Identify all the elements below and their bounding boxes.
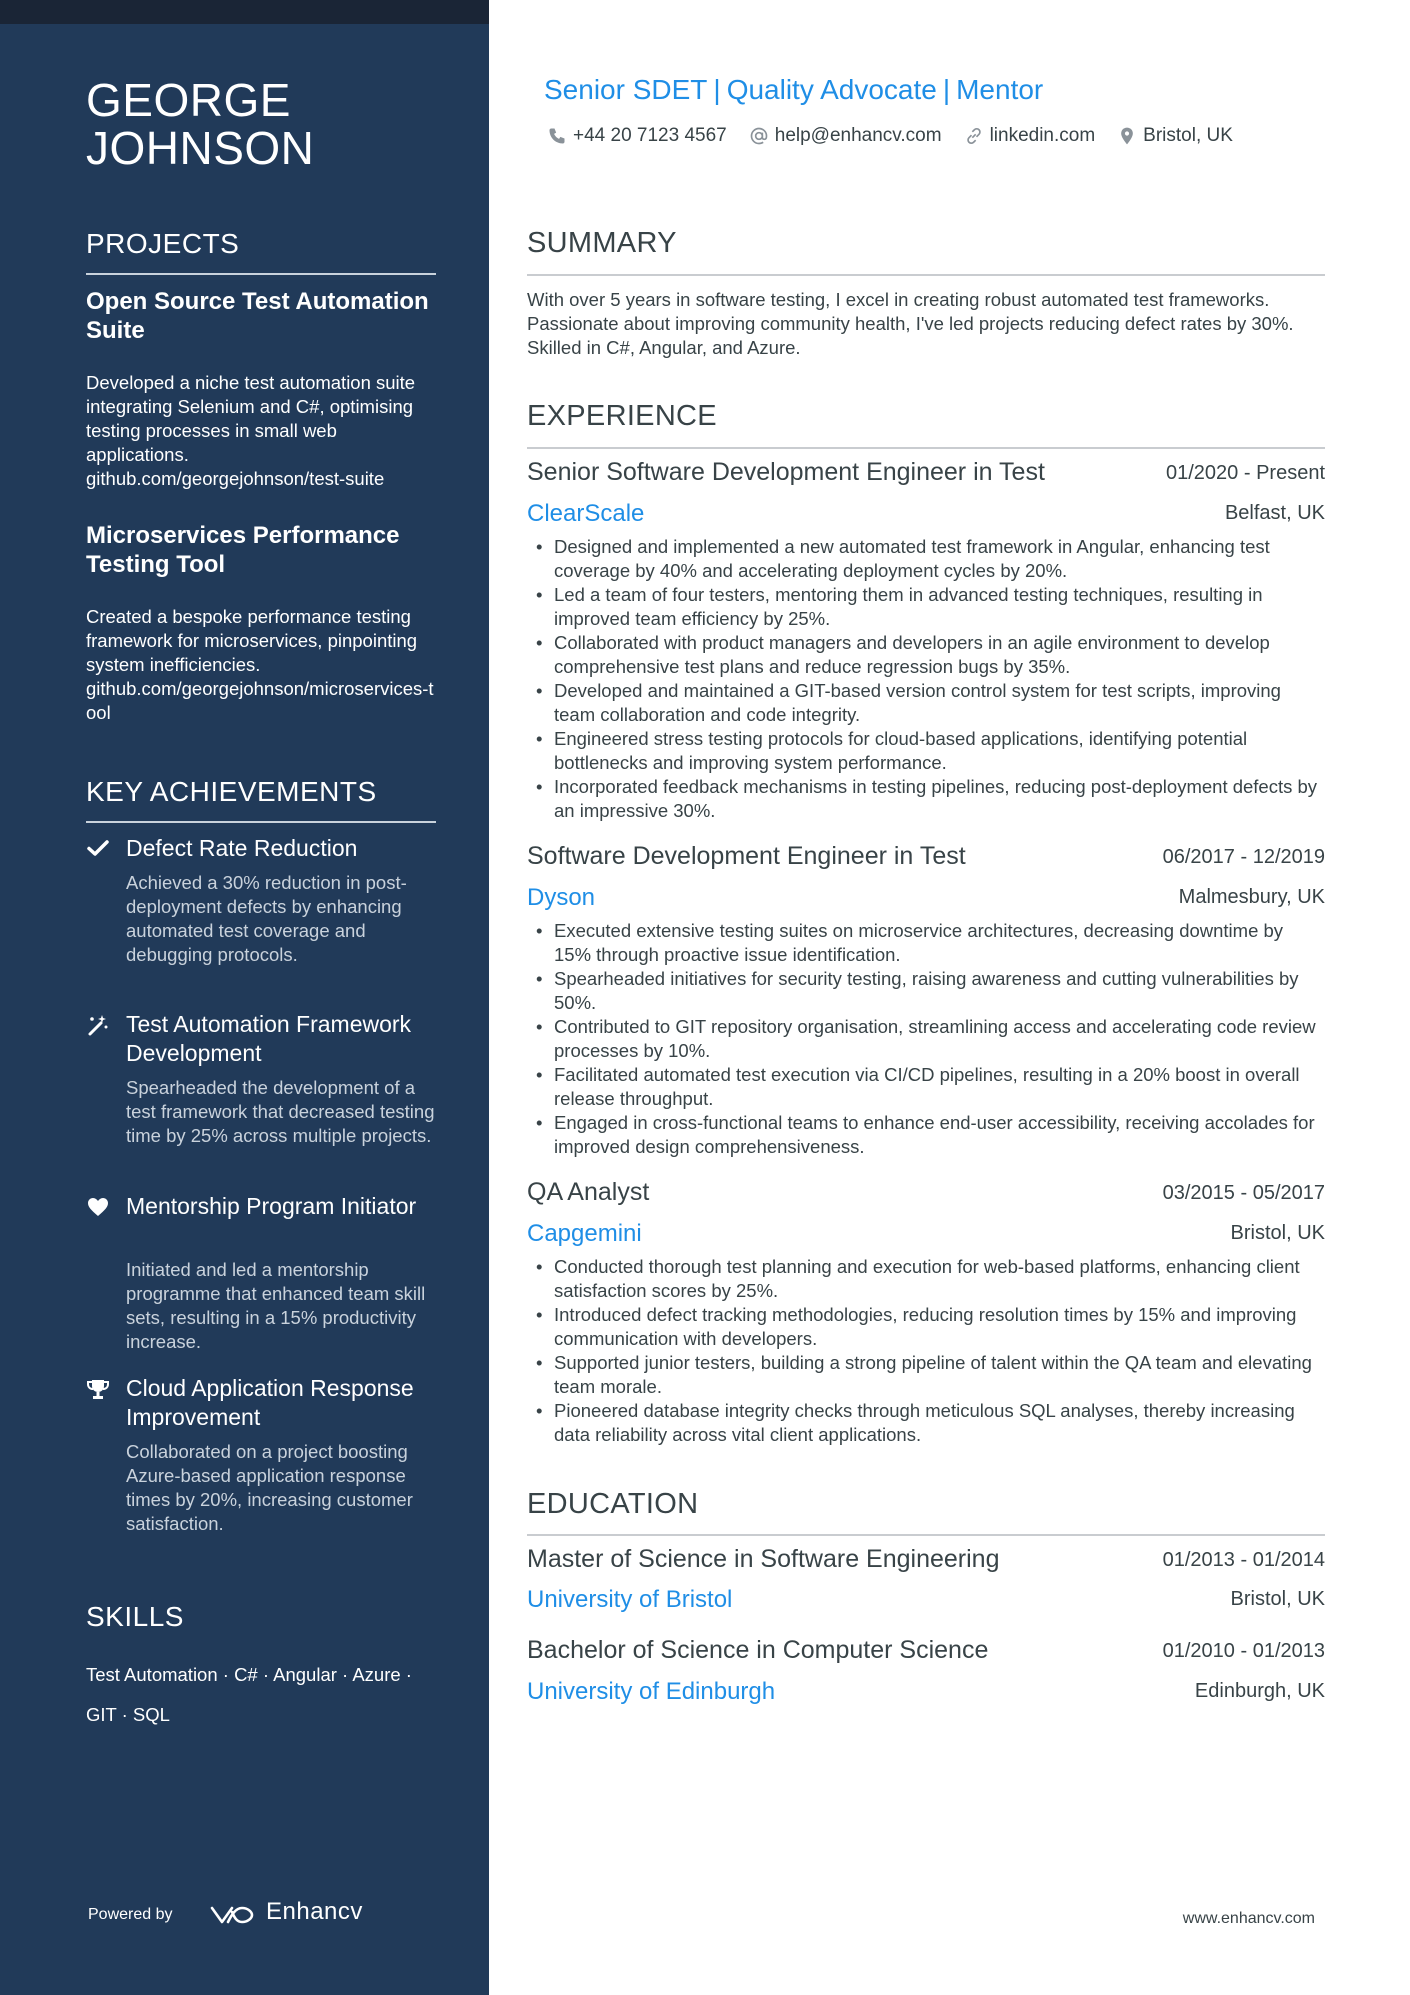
achievement-title: Test Automation Framework Development xyxy=(126,1011,412,1066)
project-description: Developed a niche test automation suite integrating Selenium and C#, optimising testing processes in small web applications. github.com/georgejohnson/test-suite xyxy=(86,371,436,491)
map-pin-icon xyxy=(1117,126,1137,146)
list-item: • Supported junior testers, building a strong pipeline of talent within the QA team and elevating team morale. xyxy=(527,1351,1325,1399)
job-bullets xyxy=(527,919,1325,1159)
link-icon xyxy=(964,126,984,146)
contact-linkedin[interactable]: linkedin.com xyxy=(964,125,1096,147)
job-title: Software Development Engineer in Test xyxy=(527,842,966,870)
achievements-heading: KEY ACHIEVEMENTS xyxy=(86,776,377,807)
job-company: ClearScale xyxy=(527,500,645,527)
project-description: Created a bespoke performance testing framework for microservices, pinpointing system inefficiencies. github.com/georgejohnson/microservices-tool xyxy=(86,605,436,725)
job-date: 01/2020 - Present xyxy=(1166,462,1325,484)
job-location: Malmesbury, UK xyxy=(1178,886,1325,908)
achievements-divider xyxy=(86,821,436,823)
top-strip xyxy=(0,0,489,24)
project-title: Microservices Performance Testing Tool xyxy=(86,522,400,578)
list-item: • Developed and maintained a GIT-based version control system for test scripts, improving team collaboration and code integrity. xyxy=(527,679,1325,727)
achievement-title: Defect Rate Reduction xyxy=(126,835,358,861)
education-location: Bristol, UK xyxy=(1230,1588,1325,1610)
tagline: Senior SDET | Quality Advocate | Mentor xyxy=(544,74,1044,105)
achievement-description: Initiated and led a mentorship programme that enhanced team skill sets, resulting in a 15% productivity increase. xyxy=(126,1259,426,1352)
job-company: Capgemini xyxy=(527,1220,642,1247)
list-item: • Contributed to GIT repository organisation, streamlining access and accelerating code review processes by 10%. xyxy=(527,1015,1325,1063)
school-name: University of Edinburgh xyxy=(527,1678,776,1705)
candidate-name: GEORGE JOHNSON xyxy=(86,74,315,174)
job-title: QA Analyst xyxy=(527,1178,650,1206)
trophy-icon xyxy=(86,1377,112,1403)
magic-wand-icon xyxy=(86,1013,112,1039)
powered-by-label: Powered by xyxy=(88,1906,173,1923)
achievement-description: Collaborated on a project boosting Azure-based application response times by 20%, increasing customer satisfaction. xyxy=(126,1441,413,1534)
job-bullets xyxy=(527,535,1325,823)
experience-heading: EXPERIENCE xyxy=(527,400,717,432)
at-icon xyxy=(749,126,769,146)
education-heading: EDUCATION xyxy=(527,1488,699,1520)
projects-divider xyxy=(86,273,436,275)
list-item: • Introduced defect tracking methodologies, reducing resolution times by 15% and improving communication with developers. xyxy=(527,1303,1325,1351)
degree-title: Bachelor of Science in Computer Science xyxy=(527,1636,989,1664)
education-date: 01/2013 - 01/2014 xyxy=(1162,1549,1325,1571)
job-date: 03/2015 - 05/2017 xyxy=(1162,1182,1325,1204)
contact-bar xyxy=(547,125,1255,147)
contact-email[interactable]: help@enhancv.com xyxy=(749,125,942,147)
list-item: • Facilitated automated test execution via CI/CD pipelines, resulting in a 20% boost in overall release throughput. xyxy=(527,1063,1325,1111)
heart-icon xyxy=(86,1195,112,1221)
main-content xyxy=(527,0,1325,1995)
achievement-title: Mentorship Program Initiator xyxy=(126,1193,417,1219)
summary-divider xyxy=(527,274,1325,276)
contact-phone[interactable]: +44 20 7123 4567 xyxy=(547,125,727,147)
education-location: Edinburgh, UK xyxy=(1194,1680,1325,1702)
achievement-title: Cloud Application Response Improvement xyxy=(126,1375,414,1430)
projects-heading: PROJECTS xyxy=(86,228,240,259)
project-title: Open Source Test Automation Suite xyxy=(86,288,429,344)
list-item: • Executed extensive testing suites on microservice architectures, decreasing downtime by 15% through proactive issue identification. xyxy=(527,919,1325,967)
list-item: • Designed and implemented a new automated test framework in Angular, enhancing test coverage by 40% and accelerating deployment cycles by 20%. xyxy=(527,535,1325,583)
job-company: Dyson xyxy=(527,884,596,911)
summary-heading: SUMMARY xyxy=(527,227,677,259)
degree-title: Master of Science in Software Engineering xyxy=(527,1545,1000,1573)
skills-heading: SKILLS xyxy=(86,1601,184,1632)
check-icon xyxy=(86,836,112,862)
contact-location: Bristol, UK xyxy=(1117,125,1233,147)
list-item: • Conducted thorough test planning and execution for web-based platforms, enhancing client satisfaction scores by 25%. xyxy=(527,1255,1325,1303)
list-item: • Collaborated with product managers and developers in an agile environment to develop comprehensive test plans and reduce regression bugs by 35%. xyxy=(527,631,1325,679)
job-location: Bristol, UK xyxy=(1230,1222,1325,1244)
job-location: Belfast, UK xyxy=(1224,502,1325,524)
education-date: 01/2010 - 01/2013 xyxy=(1162,1640,1325,1662)
skills-list: Test Automation · C# · Angular · Azure · GIT · SQL xyxy=(86,1664,412,1725)
list-item: • Engaged in cross-functional teams to enhance end-user accessibility, receiving accolades for improved design comprehensiveness. xyxy=(527,1111,1325,1159)
job-title: Senior Software Development Engineer in Test xyxy=(527,458,1045,486)
enhancv-logo-icon xyxy=(208,1900,258,1935)
education-divider xyxy=(527,1534,1325,1536)
school-name: University of Bristol xyxy=(527,1586,733,1613)
project-link[interactable]: github.com/georgejohnson/test-suite xyxy=(86,468,385,489)
project-link[interactable]: github.com/georgejohnson/microservices-tool xyxy=(86,678,434,723)
list-item: • Pioneered database integrity checks through meticulous SQL analyses, thereby increasing data reliability across vital client applications. xyxy=(527,1399,1325,1447)
footer-url[interactable]: www.enhancv.com xyxy=(1182,1910,1315,1927)
experience-divider xyxy=(527,447,1325,449)
achievement-description: Achieved a 30% reduction in post-deployment defects by enhancing automated test coverage and debugging protocols. xyxy=(126,872,407,965)
summary-text: With over 5 years in software testing, I excel in creating robust automated test frameworks. Passionate about improving community health, I've led projects reducing defect rates by 30%. Skilled in C#, Angular, and Azure. xyxy=(527,289,1294,358)
job-date: 06/2017 - 12/2019 xyxy=(1162,846,1325,868)
achievement-description: Spearheaded the development of a test framework that decreased testing time by 25% across multiple projects. xyxy=(126,1077,435,1146)
job-bullets xyxy=(527,1255,1325,1447)
phone-icon xyxy=(547,126,567,146)
list-item: • Led a team of four testers, mentoring them in advanced testing techniques, resulting in improved team efficiency by 25%. xyxy=(527,583,1325,631)
enhancv-brand: Enhancv xyxy=(266,1898,363,1925)
list-item: • Incorporated feedback mechanisms in testing pipelines, reducing post-deployment defects by an impressive 30%. xyxy=(527,775,1325,823)
sidebar xyxy=(0,0,489,1995)
list-item: • Engineered stress testing protocols for cloud-based applications, identifying potential bottlenecks and improving system performance. xyxy=(527,727,1325,775)
list-item: • Spearheaded initiatives for security testing, raising awareness and cutting vulnerabilities by 50%. xyxy=(527,967,1325,1015)
